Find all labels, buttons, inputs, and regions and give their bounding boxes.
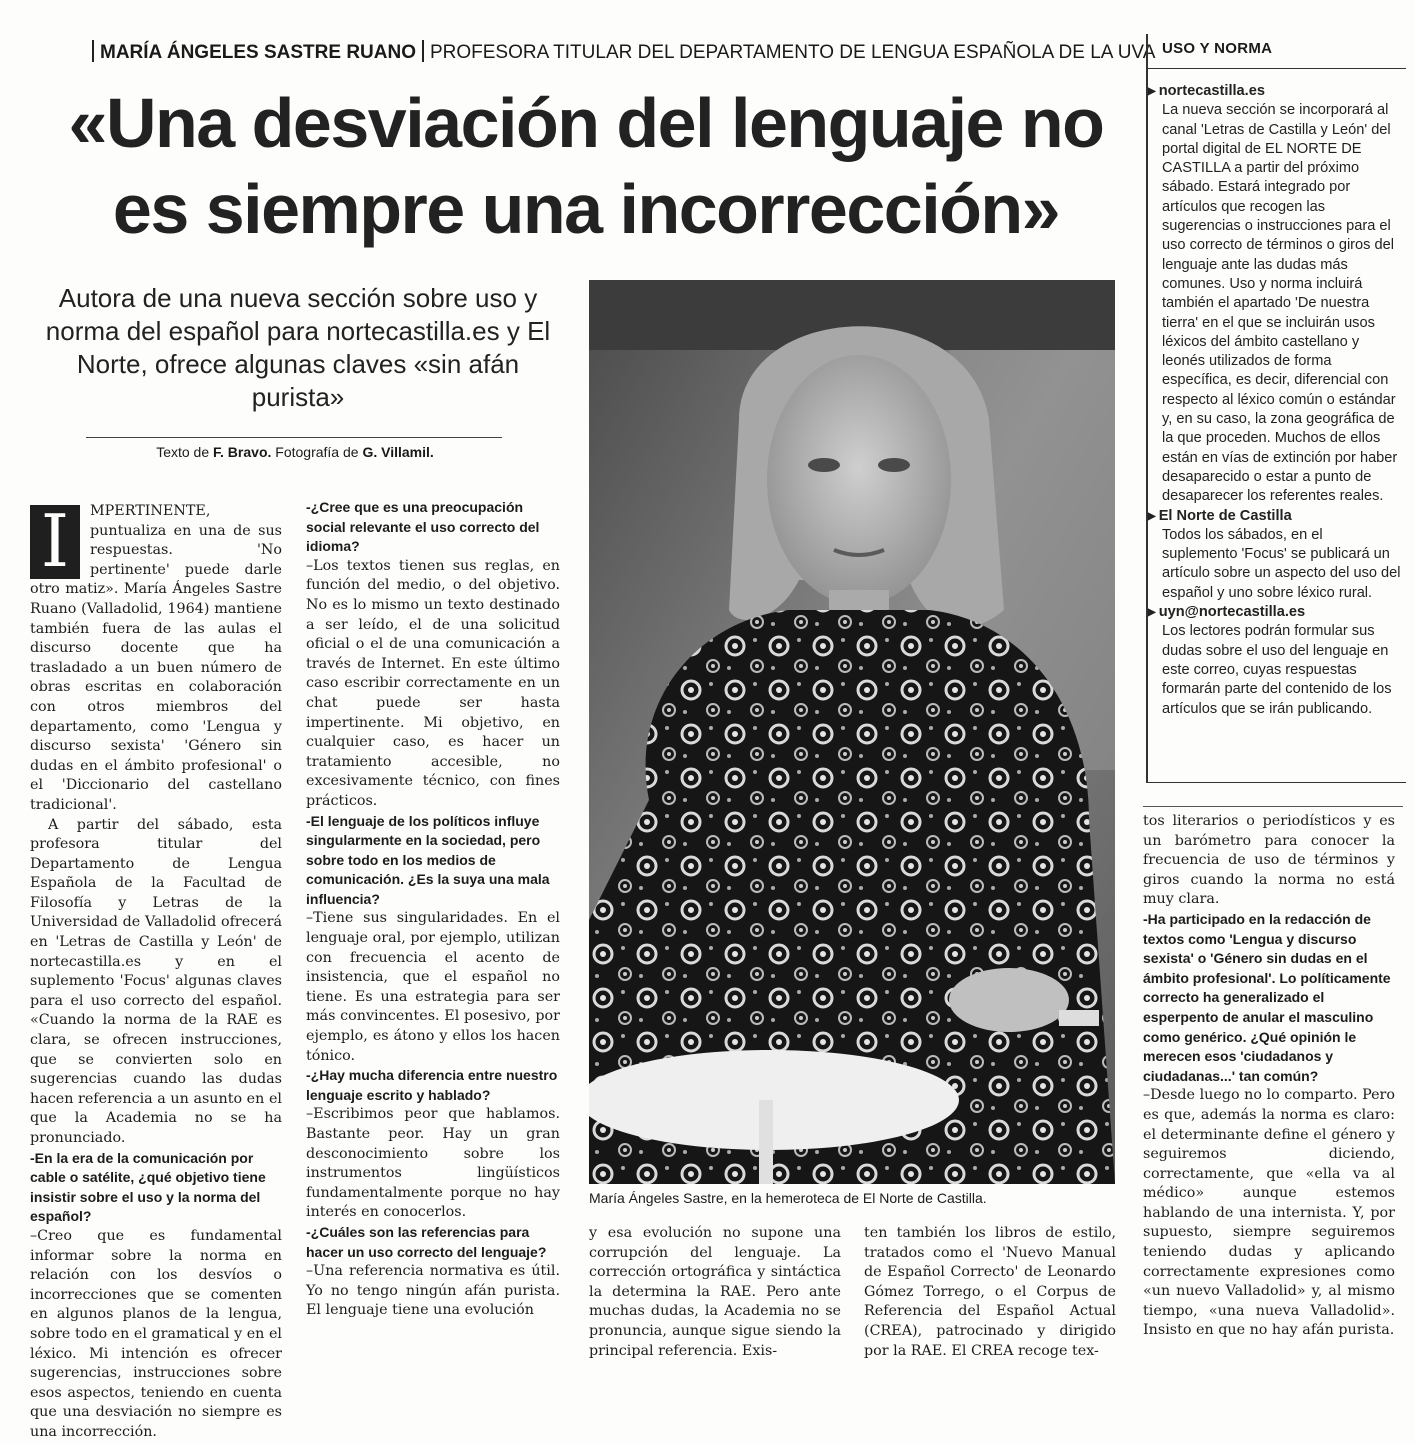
question: -El lenguaje de los políticos influye singularmente en la sociedad, pero sobre todo en los medios de comunicación. ¿Es la suya una mala influencia? — [306, 812, 550, 907]
byline-writer: F. Bravo. — [213, 444, 272, 460]
sidebar-body — [1158, 82, 1402, 719]
article-column-2 — [306, 498, 560, 1321]
article-column-1 — [30, 499, 282, 1443]
divider — [422, 40, 424, 62]
sidebar-heading: ▶ nortecastilla.es — [1148, 82, 1402, 101]
column-divider — [1143, 806, 1403, 807]
paragraph: MPERTINENTE, puntualiza en una de sus respuestas. 'No pertinente' puede darle otro matiz». María Ángeles Sastre Ruano (Valladolid, 1964) mantiene también fuera de las aulas el discurso docente que ha trasladado a un buen número de obras escritas en colaboración con otros miembros del departamento, como 'Lengua y discurso sexista' 'Género sin dudas en el ámbito profesional' o el 'Diccionario del castellano tradicional'. — [30, 503, 282, 813]
article-column-4 — [864, 1224, 1116, 1361]
sidebar-text: Todos los sábados, en el suplemento 'Focus' se publicará un artículo sobre un aspecto del uso del español y uno sobre léxico rural. — [1162, 526, 1401, 601]
drop-cap — [30, 499, 80, 583]
paragraph: ten también los libros de estilo, tratados como el 'Nuevo Manual de Español Correcto' de Leonardo Gómez Torrego, o el Corpus de Referencia del Español Actual (CREA), patrocinado y dirigido por la RAE. El CREA recoge tex- — [864, 1225, 1116, 1359]
headline-line-2: es siempre una incorrección» — [112, 170, 1060, 248]
answer: –Una referencia normativa es útil. Yo no tengo ningún afán purista. El lenguaje tiene una evolución — [306, 1263, 560, 1319]
answer: –Escribimos peor que hablamos. Bastante peor. Hay un gran desconocimiento sobre los instrumentos lingüísticos fundamentalmente porque no hay interés en conocerlos. — [306, 1106, 560, 1221]
answer: –Creo que es fundamental informar sobre la norma en relación con los desvíos o incorrecciones que se comenten en algunos planos de la lengua, sobre todo en el gramatical y en el léxico. Mi intención es ofrecer sugerencias, instrucciones sobre esos aspectos, teniendo en cuenta que una desviación no siempre es una incorrección. — [30, 1227, 282, 1440]
article-column-3 — [589, 1224, 841, 1361]
byline-text-prefix: Texto de — [156, 444, 214, 460]
question: -¿Cree que es una preocupación social relevante el uso correcto del idioma? — [306, 499, 540, 555]
divider — [92, 40, 94, 62]
answer: –Desde luego no lo comparto. Pero es que, además la norma es claro: el determinante define el género y seguiremos diciendo, correctamente, que «ella va al médico» aunque estemos hablando de una internista. Y, por supuesto, siempre seguiremos teniendo dudas y aplicando correctamente expresiones como «un nuevo Valladolid» y, al mismo tiempo, «una nueva Valladolid». Insisto en que no hay afán purista. — [1143, 1087, 1395, 1339]
sidebar-box — [1146, 34, 1406, 783]
answer: –Tiene sus singularidades. En el lenguaje oral, por ejemplo, utilizan con frecuencia el acento de insistencia, que el español no tiene. Es una estrategia para ser más convincentes. El posesivo, por ejemplo, es átono y ellos los hacen tónico. — [306, 910, 560, 1064]
deck-divider — [86, 437, 502, 438]
paragraph: tos literarios o periodísticos y es un barómetro para conocer la frecuencia de uso de términos y giros cuando la norma no está muy clara. — [1143, 813, 1395, 908]
author-role: PROFESORA TITULAR DEL DEPARTAMENTO DE LENGUA ESPAÑOLA DE LA UVA — [429, 42, 1156, 63]
sidebar-title: USO Y NORMA — [1162, 40, 1273, 57]
question: -¿Hay mucha diferencia entre nuestro lenguaje escrito y hablado? — [306, 1067, 558, 1103]
byline-photographer: G. Villamil. — [362, 444, 434, 460]
sidebar-heading: ▶ uyn@nortecastilla.es — [1148, 603, 1402, 622]
sidebar-divider — [1148, 68, 1406, 69]
sidebar-text: Los lectores podrán formular sus dudas sobre el uso del lenguaje en este correo, cuyas respuestas formarán parte del contenido de los artículos que se irán publicando. — [1162, 623, 1392, 717]
sidebar-text: La nueva sección se incorporará al canal 'Letras de Castilla y León' del portal digital de EL NORTE DE CASTILLA a partir del próximo sábado. Estará integrado por artículos que recogen las sugerencias o instrucciones para el uso correcto de términos o giros del lenguaje ante las dudas más comunes. Uso y norma incluirá también el apartado 'De nuestra tierra' en el que se incluirán usos léxicos del ámbito castellano y leonés utilizados de forma específica, es decir, diferencial con respecto al léxico común o estándar y, en su caso, la zona geográfica de la que proceden. Muchos de ellos están en vías de extinción por haber desaparecido o estar a punto de desaparecer los referentes reales. — [1162, 102, 1398, 505]
question: -En la era de la comunicación por cable o satélite, ¿qué objetivo tiene insistir sobre el uso y la norma del español? — [30, 1149, 266, 1225]
author-name: MARÍA ÁNGELES SASTRE RUANO — [100, 42, 416, 63]
author-strap — [86, 40, 1156, 70]
photo-illustration — [589, 280, 1115, 1184]
article-column-5 — [1143, 812, 1395, 1341]
headline — [36, 80, 1136, 252]
paragraph: A partir del sábado, esta profesora titular del Departamento de Lengua Española de la Facultad de Filosofía y Letras de la Universidad de Valladolid ofrecerá en 'Letras de Castilla y León' de nortecastilla.es y en el suplemento 'Focus' algunas claves para el uso correcto del español. «Cuando la norma de la RAE es clara, se ofrecen instrucciones, que se convierten solo en sugerencias cuando las dudas hacen referencia a un asunto en el que la Academia no se ha pronunciado. — [30, 816, 282, 1146]
answer: –Los textos tienen sus reglas, en función del medio, o del objetivo. No es lo mismo un texto destinado a ser leído, el de una solicitud oficial o el de una comunicación a través de Internet. En este último caso escribir correctamente en un chat puede ser hasta impertinente. Mi objetivo, en cualquier caso, es hacer un tratamiento accesible, no excesivamente técnico, con fines prácticos. — [306, 557, 560, 809]
portrait-photo — [589, 280, 1115, 1184]
paragraph: y esa evolución no supone una corrupción del lenguaje. La corrección ortográfica y sintáctica la determina la RAE. Pero ante muchas dudas, la Academia no se pronuncia, aunque sigue siendo la principal referencia. Exis- — [589, 1225, 841, 1359]
deck-subtitle: Autora de una nueva sección sobre uso y norma del español para nortecastilla.es y El Norte, ofrece algunas claves «sin afán purista» — [45, 283, 551, 412]
question: -¿Cuáles son las referencias para hacer un uso correcto del lenguaje? — [306, 1223, 547, 1260]
sidebar-heading: ▶ El Norte de Castilla — [1148, 507, 1402, 526]
drop-cap-letter: I — [40, 499, 70, 583]
question: -Ha participado en la redacción de textos como 'Lengua y discurso sexista' o 'Género sin dudas en el ámbito profesional'. Lo políticamente correcto ha generalizado el esperpento de anular el masculino como genérico. ¿Qué opinión le merecen esos 'ciudadanos y ciudadanas...' tan común? — [1143, 910, 1391, 1084]
photo-caption: María Ángeles Sastre, en la hemeroteca de El Norte de Castilla. — [589, 1190, 987, 1206]
headline-line-1: «Una desviación del lenguaje no — [68, 84, 1104, 162]
byline-photo-prefix: Fotografía de — [271, 444, 363, 460]
byline — [60, 444, 530, 460]
